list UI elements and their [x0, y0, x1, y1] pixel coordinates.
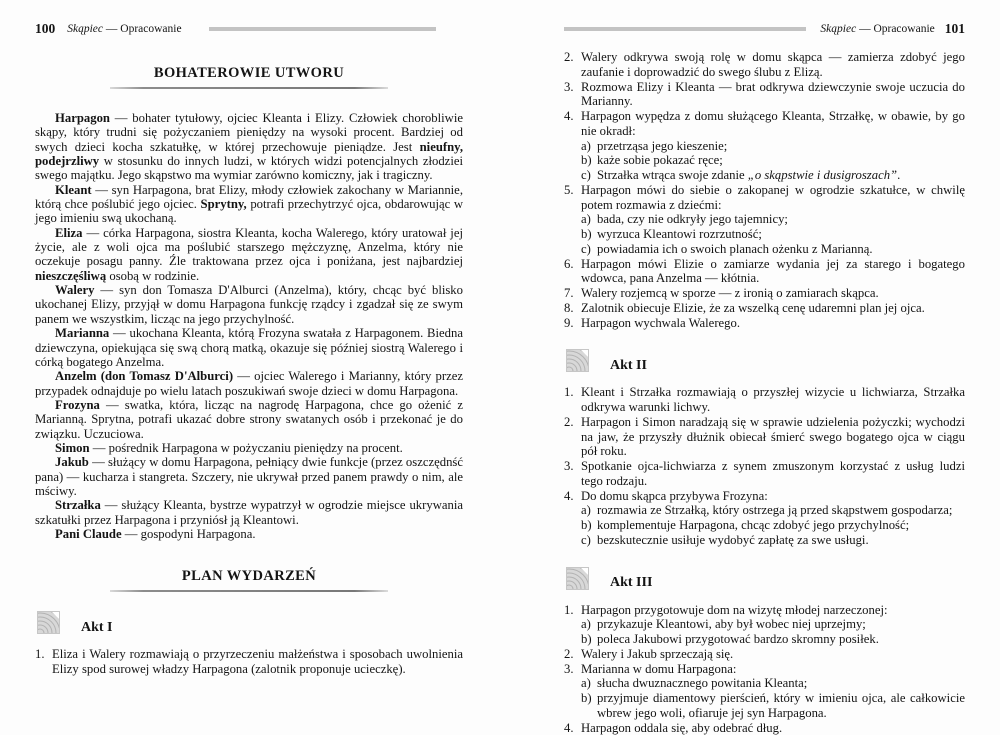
item-number: 7.	[564, 286, 581, 301]
plan-item	[564, 80, 965, 110]
page-left	[0, 0, 500, 712]
subitem-text	[597, 242, 873, 256]
running-title-right	[820, 23, 934, 35]
characters-section	[35, 111, 463, 541]
item-number: 6.	[564, 257, 581, 272]
act-3-label: Akt III	[610, 575, 652, 591]
plan-subitem	[581, 691, 965, 721]
item-text	[581, 489, 768, 503]
text-segment: słucha dwuznacznego powitania Kleanta;	[597, 676, 807, 690]
text-segment: poleca Jakubowi przygotować bardzo skromny posiłek.	[597, 632, 879, 646]
text-segment: Harpagon wypędza z domu służącego Kleanta, Strzałkę, w obawie, by go nie okradł:	[581, 109, 965, 138]
act-3-heading	[566, 567, 965, 590]
item-text	[581, 603, 888, 617]
text-segment: „o skąpstwie i dusigroszach”	[748, 168, 897, 182]
character-paragraph	[35, 441, 463, 455]
plan-subitem	[581, 533, 965, 548]
text-segment: — córka Harpagona, siostra Kleanta, kocha Walerego, który uratował jej życie, ale z woli ojca ma poślubić starszego mężczyznę, Anzelma, który nie oczekuje posagu panny. Źle traktowana przez ojca i poniżana, jest najbardziej	[35, 226, 463, 269]
subitem-letter: c)	[581, 533, 597, 548]
text-segment: Walery odkrywa swoją rolę w domu skąpca — zamierza zdobyć jego zaufanie i doprowadzić do swego ślubu z Elizą.	[581, 50, 965, 79]
plan-subitem	[581, 503, 965, 518]
plan-item	[564, 257, 965, 287]
text-segment: osobą w rodzinie.	[106, 269, 199, 283]
plan-item	[35, 647, 463, 677]
plan-item	[564, 415, 965, 459]
item-number: 2.	[564, 50, 581, 65]
item-number: 9.	[564, 316, 581, 331]
subitem-letter: b)	[581, 227, 597, 242]
subitem-letter: a)	[581, 139, 597, 154]
subitem-letter: a)	[581, 617, 597, 632]
act-1-items-continued	[564, 50, 965, 330]
text-segment: każe sobie pokazać ręce;	[597, 153, 723, 167]
subitem-text	[597, 212, 788, 226]
plan-item	[564, 385, 965, 415]
text-segment: Harpagon mówi do siebie o zakopanej w ogrodzie szkatułce, w chwilę potem rozmawia z dziećmi:	[581, 183, 965, 212]
subitem-text	[597, 227, 762, 241]
text-segment: powiadamia ich o swoich planach ożenku z Marianną.	[597, 242, 873, 256]
page-right	[500, 0, 1000, 712]
subitem-letter: c)	[581, 168, 597, 183]
subitem-letter: b)	[581, 153, 597, 168]
text-segment: — służący Kleanta, bystrze wypatrzył w ogrodzie miejsce ukrywania szkatułki przez Harpagona i przyniósł ją Kleantowi.	[35, 498, 463, 526]
character-paragraph	[35, 527, 463, 541]
section-heading-bohaterowie	[35, 64, 463, 89]
character-paragraph	[35, 111, 463, 183]
subitem-text	[597, 518, 909, 532]
section-title: BOHATEROWIE UTWORU	[154, 65, 344, 81]
character-paragraph	[35, 226, 463, 283]
text-segment: — swatka, która, licząc na nagrodę Harpagona, chce go ożenić z Marianną. Sprytna, potrafi ukazać dobre strony swatanych osób i przekonać je do związku. Uczuciowa.	[35, 398, 463, 441]
text-segment: Walery	[55, 283, 94, 297]
character-paragraph	[35, 369, 463, 398]
item-text	[581, 301, 925, 315]
text-segment: — syn Harpagona, brat Elizy, młody człowiek zakochany w Mariannie, którą chce poślubić jego ojciec.	[35, 183, 463, 211]
text-segment: Kleant i Strzałka rozmawiają o przyszłej wizycie u lichwiarza, Strzałka odkrywa warunki lichwy.	[581, 385, 965, 414]
item-text	[52, 647, 463, 676]
item-number: 5.	[564, 183, 581, 198]
text-segment: wyrzuca Kleantowi rozrzutność;	[597, 227, 762, 241]
text-segment: Kleant	[55, 183, 92, 197]
text-segment: Marianna	[55, 326, 109, 340]
page-number-right: 101	[945, 21, 965, 37]
text-segment: Zalotnik obiecuje Elizie, że za wszelką cenę udaremni plan jej ojca.	[581, 301, 925, 315]
subitem-text	[597, 503, 952, 517]
text-segment: przyjmuje diamentowy pierścień, który w imieniu ojca, ale całkowicie wbrew jego woli, ofiaruje jej syn Harpagona.	[597, 691, 965, 720]
item-number: 3.	[564, 459, 581, 474]
text-segment: — bohater tytułowy, ojciec Kleanta i Elizy. Człowiek chorobliwie skąpy, który trudni się pożyczaniem pieniędzy na wysoki procent. Bardziej od swych dzieci kocha szkatułkę, w której przechowuje pieniądze. Jest	[35, 111, 463, 154]
text-segment: w stosunku do innych ludzi, w których widzi potencjalnych złodziei swego majątku. Jego skąpstwo ma wymiar zarówno komiczny, jak i tragiczny.	[35, 154, 463, 182]
character-paragraph	[35, 326, 463, 369]
text-segment: nieufny, podejrzliwy	[35, 140, 463, 168]
plan-subitem	[581, 676, 965, 691]
text-segment: Simon	[55, 441, 90, 455]
subitem-text	[597, 676, 807, 690]
text-segment: potrafi przechytrzyć ojca, obdarowując w jego imieniu swą ukochaną.	[35, 197, 463, 225]
item-number: 2.	[564, 415, 581, 430]
subitem-letter: a)	[581, 676, 597, 691]
engraving-stamp-icon	[566, 567, 589, 590]
text-segment: Do domu skąpca przybywa Frozyna:	[581, 489, 768, 503]
subitem-text	[597, 153, 723, 167]
item-text	[581, 183, 965, 212]
engraving-stamp-icon	[37, 611, 60, 634]
text-segment: Strzałka wtrąca swoje zdanie	[597, 168, 748, 182]
subitem-text	[597, 632, 879, 646]
text-segment: przykazuje Kleantowi, aby był wobec niej uprzejmy;	[597, 617, 866, 631]
plan-subitem	[581, 617, 965, 632]
text-segment: — gospodyni Harpagona.	[122, 527, 256, 541]
character-paragraph	[35, 455, 463, 498]
section-heading-plan	[35, 567, 463, 592]
item-text	[581, 647, 733, 661]
text-segment: Marianna w domu Harpagona:	[581, 662, 736, 676]
item-number: 4.	[564, 489, 581, 504]
plan-item	[564, 316, 965, 331]
running-title-rest: — Opracowanie	[856, 23, 935, 35]
text-segment: Sprytny,	[201, 197, 247, 211]
plan-item	[564, 603, 965, 647]
subitem-letter: a)	[581, 212, 597, 227]
act-2-heading	[566, 349, 965, 372]
text-segment: Walery rozjemcą w sporze — z ironią o zamiarach skąpca.	[581, 286, 879, 300]
item-text	[581, 80, 965, 109]
text-segment: Anzelm (don Tomasz D'Alburci)	[55, 369, 233, 383]
item-text	[581, 721, 782, 735]
text-segment: bezskutecznie usiłuje wydobyć zapłatę za swe usługi.	[597, 533, 869, 547]
text-segment: — ukochana Kleanta, którą Frozyna swatała z Harpagonem. Biedna dziewczyna, opiekująca się swą chorą matką, okazuje się później siostrą Walerego i córką bogatego Anzelma.	[35, 326, 463, 369]
running-header-left	[35, 21, 463, 37]
item-number: 4.	[564, 109, 581, 124]
text-segment: Jakub	[55, 455, 89, 469]
text-segment: Eliza i Walery rozmawiają o przyrzeczeniu małżeństwa i sposobach uwolnienia Elizy spod surowej władzy Harpagona (zalotnik proponuje ucieczkę).	[52, 647, 463, 676]
text-segment: przetrząsa jego kieszenie;	[597, 139, 727, 153]
plan-subitem	[581, 168, 965, 183]
item-number: 8.	[564, 301, 581, 316]
subitem-text	[597, 691, 965, 720]
engraving-stamp-icon	[566, 349, 589, 372]
text-segment: Harpagon mówi Elizie o zamiarze wydania jej za starego i bogatego wdowca, pana Anzelma — kłótnia.	[581, 257, 965, 286]
item-text	[581, 415, 965, 459]
page-number-left: 100	[35, 21, 55, 37]
running-title-rest: — Opracowanie	[103, 23, 182, 35]
text-segment: bada, czy nie odkryły jego tajemnicy;	[597, 212, 788, 226]
item-text	[581, 50, 965, 79]
text-segment: — ojciec Walerego i Marianny, który przez przypadek odnajduje po wielu latach poszukiwań swoje dzieci w domu Harpagona.	[35, 369, 463, 397]
text-segment: Harpagon przygotowuje dom na wizytę młodej narzeczonej:	[581, 603, 888, 617]
text-segment: Pani Claude	[55, 527, 122, 541]
plan-item	[564, 459, 965, 489]
item-number: 2.	[564, 647, 581, 662]
text-segment: Spotkanie ojca-lichwiarza z synem zmuszonym korzystać z usług ludzi tego rodzaju.	[581, 459, 965, 488]
text-segment: Strzałka	[55, 498, 101, 512]
text-segment: rozmawia ze Strzałką, który ostrzega ją przed skąpstwem gospodarza;	[597, 503, 952, 517]
plan-subitem	[581, 227, 965, 242]
item-number: 3.	[564, 80, 581, 95]
plan-item	[564, 50, 965, 80]
character-paragraph	[35, 498, 463, 527]
plan-item	[564, 721, 965, 735]
text-segment: Eliza	[55, 226, 83, 240]
plan-item	[564, 647, 965, 662]
item-number: 3.	[564, 662, 581, 677]
plan-item	[564, 183, 965, 257]
item-text	[581, 459, 965, 488]
text-segment: Harpagon	[55, 111, 110, 125]
character-paragraph	[35, 183, 463, 226]
text-segment: Walery i Jakub sprzeczają się.	[581, 647, 733, 661]
item-number: 1.	[35, 647, 52, 662]
plan-subitem	[581, 632, 965, 647]
text-segment: nieszczęśliwą	[35, 269, 106, 283]
text-segment: Harpagon oddala się, aby odebrać dług.	[581, 721, 782, 735]
act-2-items	[564, 385, 965, 547]
subitem-letter: b)	[581, 632, 597, 647]
plan-item	[564, 286, 965, 301]
header-rule-right	[564, 27, 806, 31]
text-segment: Harpagon wychwala Walerego.	[581, 316, 740, 330]
item-number: 1.	[564, 603, 581, 618]
item-number: 1.	[564, 385, 581, 400]
text-segment: Rozmowa Elizy i Kleanta — brat odkrywa dziewczynie swoje uczucia do Marianny.	[581, 80, 965, 109]
text-segment: .	[897, 168, 900, 182]
subitem-text	[597, 617, 866, 631]
text-segment: — służący w domu Harpagona, pełniący dwie funkcje (przez oszczędnść pana) — kucharza i stangreta. Szczery, nie ukrywał przed panem prawdy o nim, ale mściwy.	[35, 455, 463, 498]
item-text	[581, 286, 879, 300]
plan-subitem	[581, 212, 965, 227]
subitem-letter: b)	[581, 691, 597, 706]
section-title-rule	[110, 590, 388, 592]
subitem-letter: c)	[581, 242, 597, 257]
act-1-heading	[37, 611, 463, 634]
subitem-text	[597, 139, 727, 153]
text-segment: Harpagon i Simon naradzają się w sprawie udzielenia pożyczki; wychodzi na jaw, że przyszły dłużnik obiecał śmierć swego bogatego ojca w ciągu pół roku.	[581, 415, 965, 459]
plan-subitem	[581, 153, 965, 168]
item-text	[581, 385, 965, 414]
plan-subitem	[581, 242, 965, 257]
item-text	[581, 257, 965, 286]
subitem-letter: b)	[581, 518, 597, 533]
section-title-rule	[110, 87, 388, 89]
text-segment: — pośrednik Harpagona w pożyczaniu pieniędzy na procent.	[90, 441, 403, 455]
text-segment: komplementuje Harpagona, chcąc zdobyć jego przychylność;	[597, 518, 909, 532]
character-paragraph	[35, 283, 463, 326]
act-1-items	[35, 647, 463, 677]
act-3-items	[564, 603, 965, 735]
plan-item	[564, 489, 965, 548]
act-1-label: Akt I	[81, 620, 113, 636]
act-2-label: Akt II	[610, 358, 647, 374]
subitem-text	[597, 533, 869, 547]
item-text	[581, 316, 740, 330]
item-text	[581, 662, 736, 676]
running-title-book: Skąpiec	[67, 23, 103, 35]
running-title-book: Skąpiec	[820, 23, 856, 35]
plan-item	[564, 109, 965, 183]
item-text	[581, 109, 965, 138]
header-rule-left	[209, 27, 436, 31]
plan-subitem	[581, 518, 965, 533]
plan-item	[564, 301, 965, 316]
plan-subitem	[581, 139, 965, 154]
subitem-letter: a)	[581, 503, 597, 518]
subitem-text	[597, 168, 900, 182]
running-header-right	[564, 21, 965, 37]
text-segment: Frozyna	[55, 398, 100, 412]
text-segment: — syn don Tomasza D'Alburci (Anzelma), który, chcąc być blisko ukochanej Elizy, przyjął w domu Harpagona funkcję rządcy i zgadzał się ze swym panem we wszystkim, licząc na jego przychylność.	[35, 283, 463, 326]
character-paragraph	[35, 398, 463, 441]
running-title-left	[67, 23, 181, 35]
section-title: PLAN WYDARZEŃ	[182, 568, 316, 584]
item-number: 4.	[564, 721, 581, 735]
